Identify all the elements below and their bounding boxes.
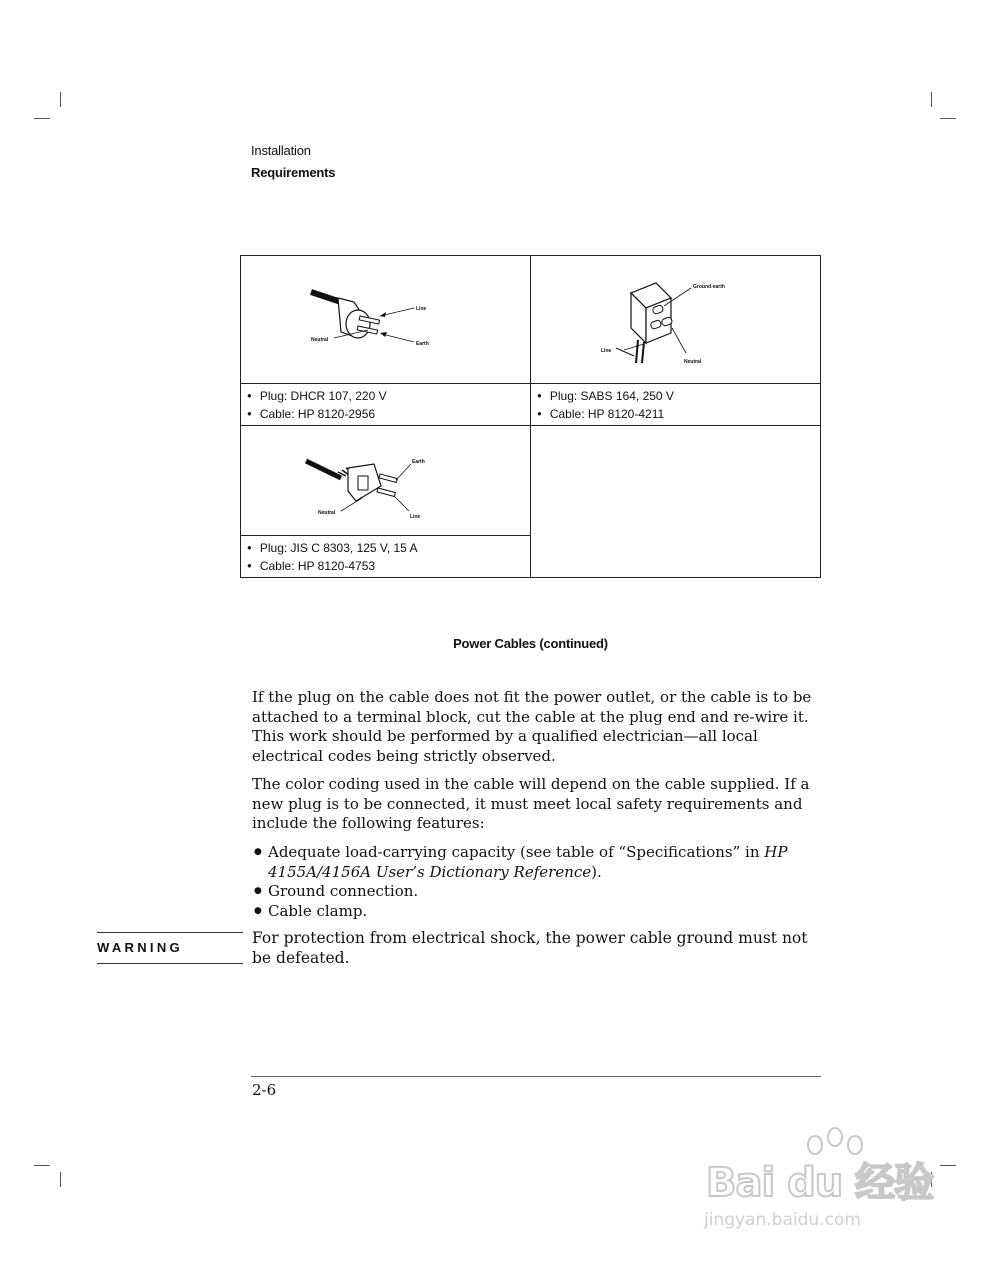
plug-label: Line: [409, 514, 420, 520]
watermark-logo: Bai du 经验: [706, 1160, 934, 1206]
page-number: 2-6: [252, 1081, 277, 1099]
feature-list: [252, 843, 812, 921]
list-item: ● Ground connection.: [252, 882, 812, 902]
crop-mark: [60, 92, 61, 107]
table-caption: Power Cables (continued): [453, 636, 608, 651]
list-item-text: ).: [591, 862, 602, 881]
power-plug-table: [240, 255, 821, 578]
plug-label: Earth: [411, 459, 425, 465]
plug-label: Line: [600, 348, 611, 354]
empty-cell: [531, 426, 821, 578]
watermark-url: jingyan.baidu.com: [704, 1210, 861, 1230]
plug-spec-item: ● Plug: DHCR 107, 220 V: [247, 388, 530, 406]
divider: [97, 963, 243, 964]
cable-spec-item: ● Cable: HP 8120-4753: [247, 558, 530, 576]
paragraph: The color coding used in the cable will depend on the cable supplied. If a new plug is to be connected, it must meet local safety requirements and include the following features:: [252, 775, 810, 832]
running-header-subsection: Requirements: [251, 165, 336, 180]
plug-label: Earth: [415, 341, 429, 347]
crop-mark: [940, 118, 956, 119]
divider: [251, 1076, 821, 1077]
crop-mark: [34, 1165, 50, 1166]
plug-spec-cell: [531, 384, 821, 426]
crop-mark: [34, 118, 50, 119]
plug-label: Neutral: [317, 510, 335, 516]
plug-label: Neutral: [683, 359, 701, 365]
plug-spec-item: ● Plug: JIS C 8303, 125 V, 15 A: [247, 540, 530, 558]
plug-sabs-illustration: [586, 268, 766, 368]
paragraph: If the plug on the cable does not fit the power outlet, or the cable is to be attached to a terminal block, cut the cable at the plug end and re-wire it. This work should be performed by a qualified electrician—all local electrical codes being strictly observed.: [252, 688, 812, 765]
plug-spec-item: ● Plug: SABS 164, 250 V: [537, 388, 820, 406]
plug-label: Neutral: [310, 337, 328, 343]
warning-text: For protection from electrical shock, the power cable ground must not be defeated.: [252, 929, 808, 967]
plug-spec-cell: [241, 536, 531, 578]
warning-label: WARNING: [97, 940, 183, 955]
crop-mark: [60, 1172, 61, 1187]
divider: [97, 932, 243, 933]
plug-image-cell: [241, 256, 531, 384]
watermark: [700, 1125, 940, 1245]
plug-label: Ground-earth: [692, 284, 725, 290]
cable-spec-item: ● Cable: HP 8120-4211: [537, 406, 820, 424]
plug-dhcr-illustration: [296, 280, 476, 360]
crop-mark: [931, 92, 932, 107]
plug-jis-illustration: [296, 446, 476, 526]
list-item: [252, 843, 812, 882]
reference-title: HP 4155A/4156A User’s Dictionary Reference: [268, 843, 788, 881]
plug-spec-cell: [241, 384, 531, 426]
list-item: ● Cable clamp.: [252, 902, 812, 922]
list-item-text: Adequate load-carrying capacity (see table of “Specifications” in: [268, 843, 765, 861]
crop-mark: [940, 1165, 956, 1166]
plug-label: Line: [415, 306, 426, 312]
cable-spec-item: ● Cable: HP 8120-2956: [247, 406, 530, 424]
plug-image-cell: [531, 256, 821, 384]
running-header-section: Installation: [251, 143, 311, 158]
plug-image-cell: [241, 426, 531, 536]
